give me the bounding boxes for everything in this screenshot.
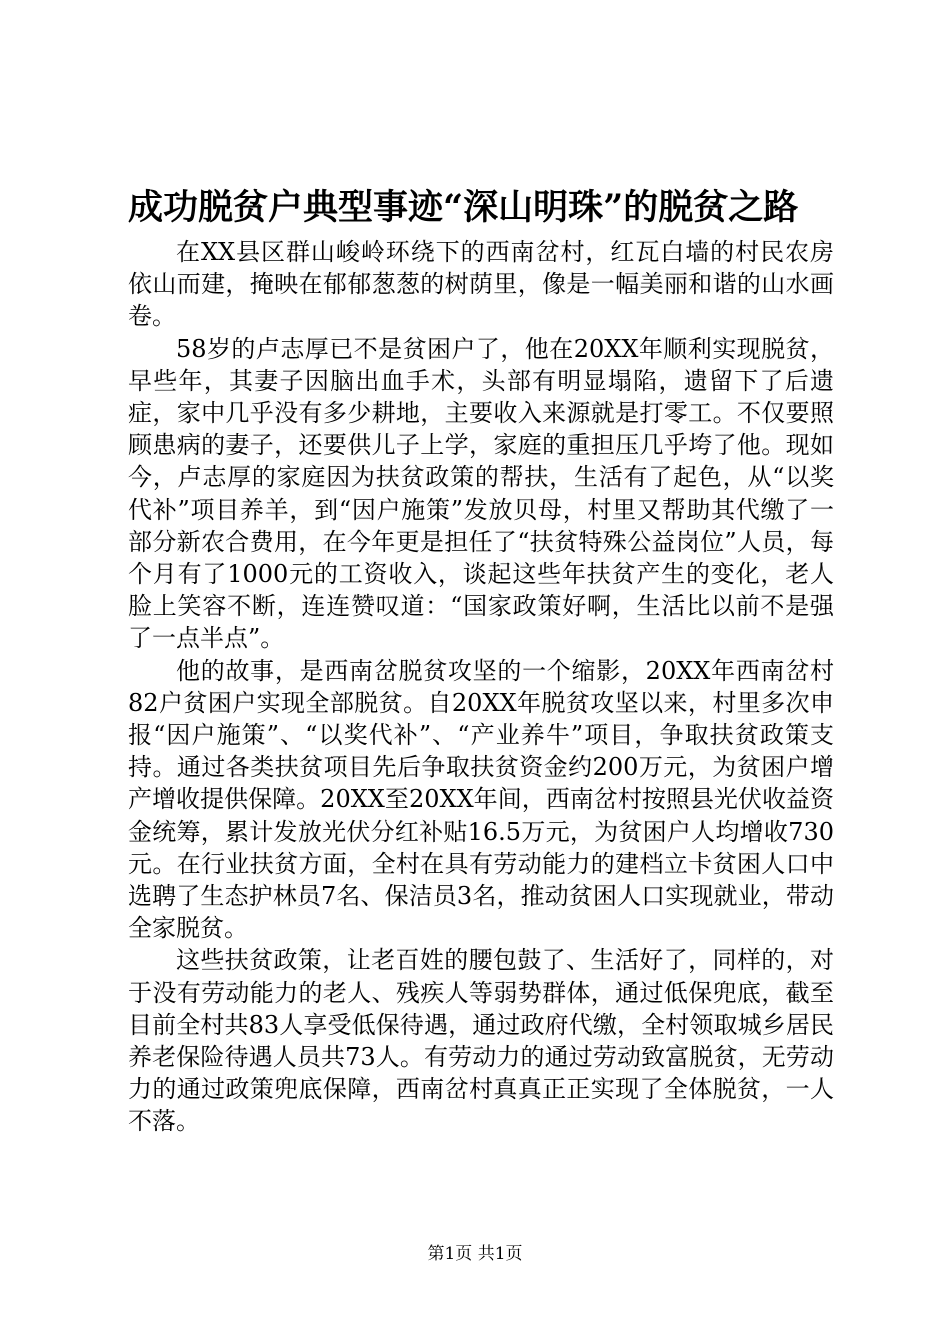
paragraph-3: 他的故事，是西南岔脱贫攻坚的一个缩影，20XX年西南岔村82户贫困户实现全部脱贫。自20XX年脱贫攻坚以来，村里多次申报“因户施策”、“以奖代补”、“产业养牛”项目，争取扶贫政策支持。通过各类扶贫项目先后争取扶贫资金约200万元，为贫困户增产增收提供保障。20XX至20XX年间，西南岔村按照县光伏收益资金统筹，累计发放光伏分红补贴16.5万元，为贫困户人均增收730元。在行业扶贫方面，全村在具有劳动能力的建档立卡贫困人口中选聘了生态护林员7名、保洁员3名，推动贫困人口实现就业，带动全家脱贫。 (128, 656, 834, 943)
page-footer: 第1页 共1页 (427, 1244, 523, 1264)
document-title: 成功脱贫户典型事迹“深山明珠”的脱贫之路 (128, 187, 799, 228)
paragraph-1: 在XX县区群山峻岭环绕下的西南岔村，红瓦白墙的村民农房依山而建，掩映在郁郁葱葱的树荫里，像是一幅美丽和谐的山水画卷。 (128, 238, 834, 331)
paragraph-4: 这些扶贫政策，让老百姓的腰包鼓了、生活好了，同样的，对于没有劳动能力的老人、残疾人等弱势群体，通过低保兜底，截至目前全村共83人享受低保待遇，通过政府代缴，全村领取城乡居民养老保险待遇人员共73人。有劳动力的通过劳动致富脱贫，无劳动力的通过政策兜底保障，西南岔村真真正正实现了全体脱贫，一人不落。 (128, 946, 834, 1136)
document-body (128, 236, 834, 1138)
paragraph-2: 58岁的卢志厚已不是贫困户了，他在20XX年顺利实现脱贫，早些年，其妻子因脑出血手术，头部有明显塌陷，遗留下了后遗症，家中几乎没有多少耕地，主要收入来源就是打零工。不仅要照顾患病的妻子，还要供儿子上学，家庭的重担压几乎垮了他。现如今，卢志厚的家庭因为扶贫政策的帮扶，生活有了起色，从“以奖代补”项目养羊，到“因户施策”发放贝母，村里又帮助其代缴了一部分新农合费用，在今年更是担任了“扶贫特殊公益岗位”人员，每个月有了1000元的工资收入，谈起这些年扶贫产生的变化，老人脸上笑容不断，连连赞叹道：“国家政策好啊，生活比以前不是强了一点半点”。 (128, 334, 834, 653)
